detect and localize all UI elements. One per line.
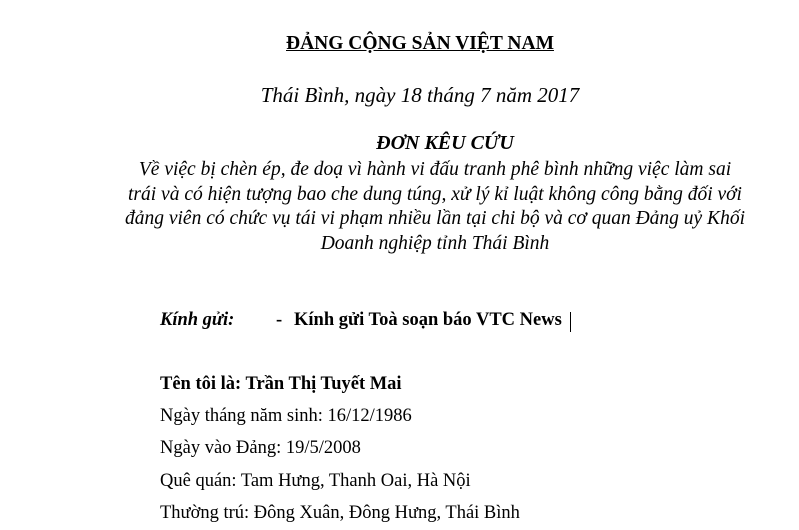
date-line: Thái Bình, ngày 18 tháng 7 năm 2017 [260,83,580,107]
subject-paragraph [120,158,750,256]
info-residence: Thường trú: Đông Xuân, Đông Hưng, Thái Bình [160,503,520,523]
subject-line: trái và có hiện tượng bao che dung túng, xử lý kỉ luật không công bằng đối với [128,183,742,205]
info-birthdate: Ngày tháng năm sinh: 16/12/1986 [160,406,412,426]
subject-line: đảng viên có chức vụ tái vi phạm nhiều lần tại chi bộ và cơ quan Đảng uỷ Khối [124,208,745,229]
subject-line: Doanh nghiệp tỉnh Thái Bình [320,232,550,254]
party-header: ĐẢNG CỘNG SẢN VIỆT NAM [286,33,554,54]
recipient-dash: - [276,310,283,330]
recipient-label: Kính gửi: [160,310,235,330]
info-hometown: Quê quán: Tam Hưng, Thanh Oai, Hà Nội [160,471,471,491]
text-cursor [570,312,571,332]
subject-line: Về việc bị chèn ép, đe doạ vì hành vi đấu tranh phê bình những việc làm sai [138,159,732,180]
info-party-join-date: Ngày vào Đảng: 19/5/2008 [160,438,361,458]
info-name: Tên tôi là: Trần Thị Tuyết Mai [160,374,402,394]
recipient-value[interactable]: Kính gửi Toà soạn báo VTC News [294,310,562,330]
document-title: ĐƠN KÊU CỨU [376,132,514,154]
